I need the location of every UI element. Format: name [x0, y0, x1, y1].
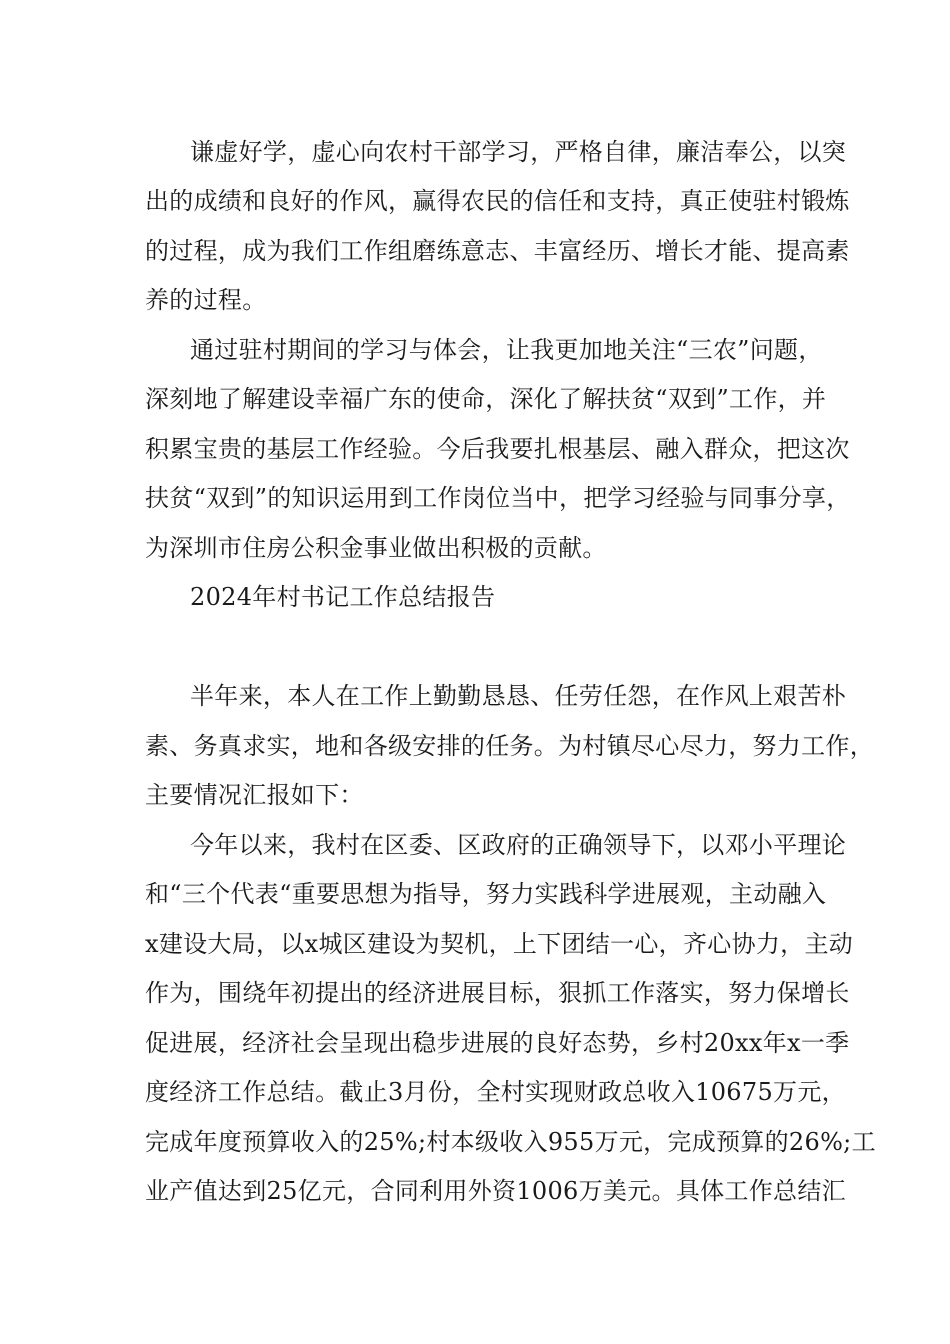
paragraph-line: 深刻地了解建设幸福广东的使命，深化了解扶贫“双到”工作，并 [145, 385, 827, 413]
paragraph-line: 业产值达到25亿元，合同利用外资1006万美元。具体工作总结汇 [145, 1177, 846, 1205]
paragraph-line: 通过驻村期间的学习与体会，让我更加地关注“三农”问题， [190, 336, 823, 364]
paragraph-line: 扶贫“双到”的知识运用到工作岗位当中，把学习经验与同事分享， [145, 484, 851, 512]
paragraph-line: 谦虚好学，虚心向农村干部学习，严格自律，廉洁奉公，以突 [190, 138, 847, 166]
paragraph-line: 积累宝贵的基层工作经验。今后我要扎根基层、融入群众，把这次 [145, 435, 850, 463]
paragraph-line: 主要情况汇报如下： [145, 781, 364, 809]
paragraph-line: 度经济工作总结。截止3月份，全村实现财政总收入10675万元， [145, 1078, 846, 1106]
paragraph-line: 和“三个代表“重要思想为指导，努力实践科学进展观，主动融入 [145, 880, 827, 908]
paragraph-line: 的过程，成为我们工作组磨练意志、丰富经历、增长才能、提高素 [145, 237, 850, 265]
paragraph-line: 养的过程。 [145, 286, 267, 314]
paragraph-line: 完成年度预算收入的25%;村本级收入955万元，完成预算的26%;工 [145, 1128, 876, 1156]
paragraph-line: x建设大局，以x城区建设为契机，上下团结一心，齐心协力，主动 [145, 930, 854, 958]
section-heading: 2024年村书记工作总结报告 [190, 583, 496, 611]
paragraph-line: 促进展，经济社会呈现出稳步进展的良好态势，乡村20xx年x一季 [145, 1029, 850, 1057]
paragraph-line: 出的成绩和良好的作风，赢得农民的信任和支持，真正使驻村锻炼 [145, 187, 850, 215]
paragraph-line: 素、务真求实，地和各级安排的任务。为村镇尽心尽力，努力工作， [145, 732, 874, 760]
paragraph-line: 半年来，本人在工作上勤勤恳恳、任劳任怨，在作风上艰苦朴 [190, 682, 847, 710]
paragraph-line: 作为，围绕年初提出的经济进展目标，狠抓工作落实，努力保增长 [145, 979, 850, 1007]
paragraph-line: 今年以来，我村在区委、区政府的正确领导下，以邓小平理论 [190, 831, 847, 859]
paragraph-line: 为深圳市住房公积金事业做出积极的贡献。 [145, 534, 607, 562]
